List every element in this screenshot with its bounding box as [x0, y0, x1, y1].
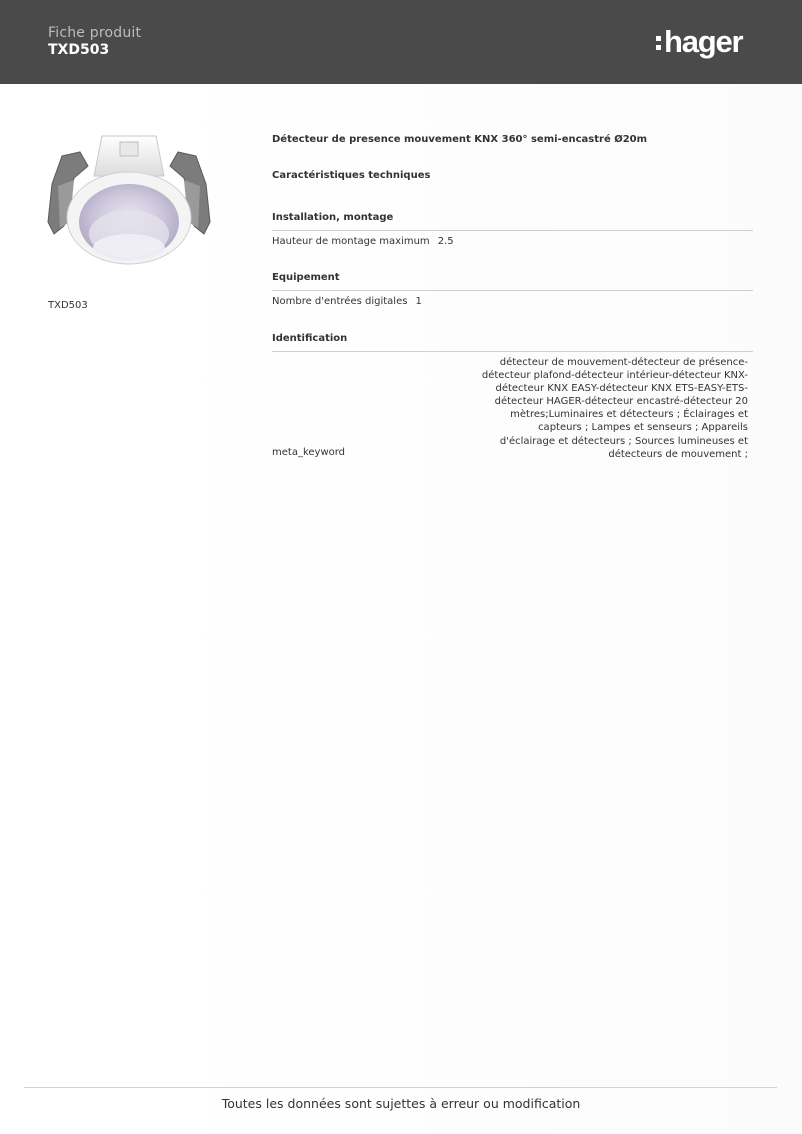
keyword-line: détecteur plafond-détecteur intérieur-détecteur KNX-: [481, 370, 748, 382]
keyword-line: détecteur de mouvement-détecteur de présence-: [499, 357, 748, 368]
spec-value: 1: [415, 296, 422, 307]
logo-wordmark: hager: [664, 23, 743, 59]
keyword-line: mètres;Luminaires et détecteurs ; Éclairages et: [510, 409, 748, 421]
spec-label: Hauteur de montage maximum: [272, 236, 430, 247]
section-title-installation: Installation, montage: [272, 212, 394, 223]
footer-disclaimer: Toutes les données sont sujettes à erreur ou modification: [221, 1096, 581, 1111]
section-title-identification: Identification: [272, 333, 348, 344]
keyword-line: capteurs ; Lampes et senseurs ; Appareils: [538, 422, 748, 434]
meta-keyword-value: [480, 356, 748, 461]
keyword-line: détecteur HAGER-détecteur encastré-détecteur 20: [494, 396, 748, 408]
hager-logo: [656, 24, 742, 58]
logo-dots: [656, 36, 661, 50]
meta-keyword-label: meta_keyword: [272, 447, 346, 458]
footer-divider: [24, 1087, 777, 1088]
section-divider: [272, 230, 753, 231]
spec-row-digital-inputs: [272, 296, 422, 307]
section-divider: [272, 351, 753, 352]
section-divider: [272, 290, 753, 291]
keyword-line: détecteur KNX EASY-détecteur KNX ETS-EASY-ETS-: [495, 383, 748, 395]
product-reference-label: TXD503: [48, 300, 88, 311]
spec-value: 2.5: [437, 236, 454, 247]
section-title-equipement: Equipement: [272, 272, 340, 283]
spec-row-mounting-height: [272, 236, 454, 247]
product-image: [44, 126, 214, 278]
page-header: [0, 0, 802, 84]
document-reference: TXD503: [48, 42, 110, 58]
keyword-line: détecteurs de mouvement ;: [608, 448, 748, 460]
tech-characteristics-heading: Caractéristiques techniques: [272, 170, 431, 181]
page-background: [160, 84, 802, 1134]
keyword-line: d'éclairage et détecteurs ; Sources lumineuses et: [499, 435, 748, 447]
product-title: Détecteur de presence mouvement KNX 360° semi-encastré Ø20m: [272, 134, 648, 145]
document-type: Fiche produit: [48, 25, 142, 41]
spec-label: Nombre d'entrées digitales: [272, 296, 408, 307]
